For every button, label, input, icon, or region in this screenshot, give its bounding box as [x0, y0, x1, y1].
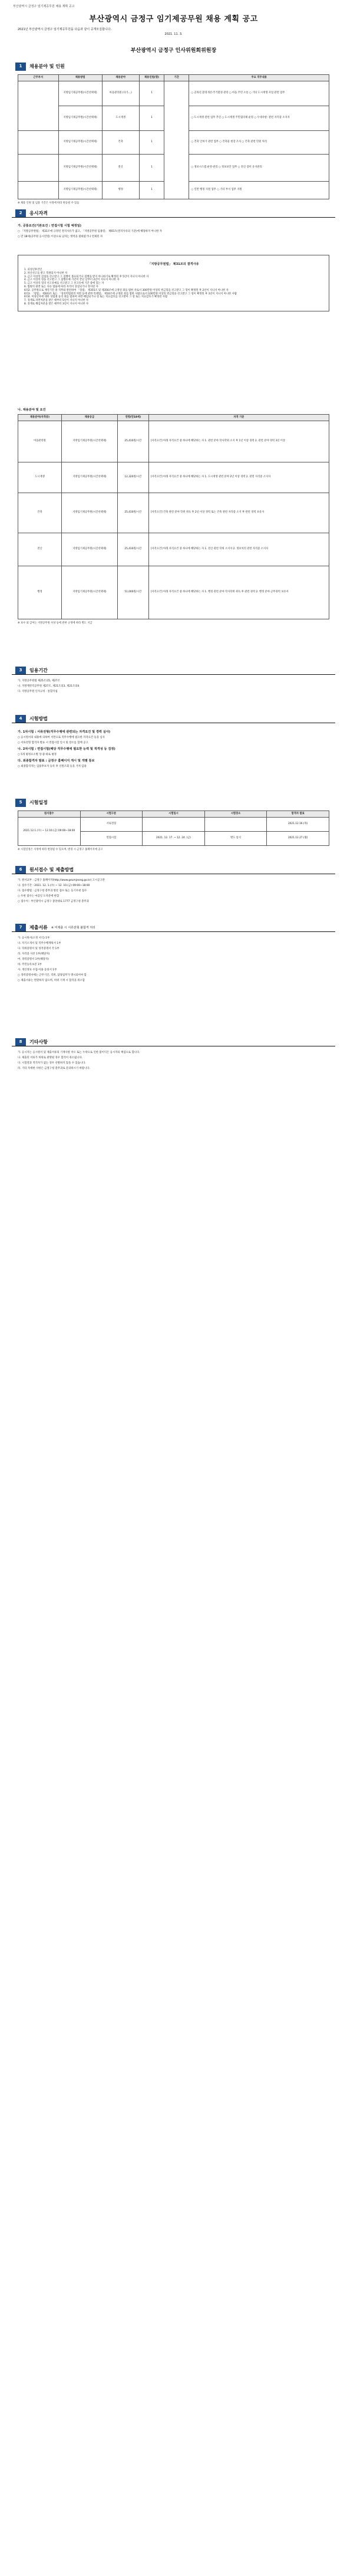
list-item: 7. 징계로 파면처분을 받은 때부터 5년이 지나지 아니한 자 [24, 299, 89, 303]
cell-exam-kind: 면접시험 [80, 831, 143, 845]
section-title: 응시자격 [29, 210, 48, 216]
list-item: 다. 접수방법 : 금정구청 총무과 방문 접수 또는 등기우편 접수 [18, 889, 87, 892]
issuing-organization: 부산광역시 금정구 인사위원회위원장 [130, 48, 217, 54]
list-item: ○ 접수처 : 부산광역시 금정구 중앙대로 1777 금정구청 총무과 [18, 900, 89, 903]
cell-count: 1 [139, 130, 164, 154]
list-item: 사. 개인정보 수집·이용 동의서 1부 [18, 968, 57, 972]
cell-field: 도시재생 [18, 462, 62, 493]
table-header-row [18, 415, 329, 421]
section-number: 2 [15, 209, 26, 218]
disqualification-box [18, 255, 329, 311]
section-title: 기타사항 [29, 1039, 48, 1045]
cell-field: 건축 [102, 130, 139, 154]
table-row [18, 817, 329, 831]
section-4-heading [15, 715, 48, 723]
list-item: 6의2. 공무원으로 재직기간 중 직무와 관련하여 「형법」 제355조 및 제356조에 규정된 죄를 범한 자로서 300만원 이상의 벌금형을 선고받고 그 형이 확정된 후 2년이 지나지 아니한 자 [24, 288, 229, 292]
header-cell: 시험구분 [80, 811, 143, 818]
section-number: 6 [15, 866, 26, 874]
list-item: 가. 응시자는 응시원서 및 제출서류의 기재사항 착오 또는 누락으로 인한 불이익은 응시자의 책임으로 합니다. [18, 1051, 140, 1054]
cell-field: 전산 [18, 533, 62, 566]
cell-duties: ○ 건축 인허가 관련 업무 ○ 건축물 현장 조사 ○ 건축 관련 민원 처리 [189, 130, 329, 154]
cell-exam-kind: 서류전형 [80, 817, 143, 831]
cell-field: 행정 [18, 566, 62, 619]
list-item: 나. 지방계약직공무원 제27조, 제21조의3, 제21조의4 [18, 684, 80, 688]
announcement-date: 2021. 11. 3. [164, 32, 183, 36]
section-title: 시험방법 [29, 716, 48, 721]
cell-field: 마을관리원 [18, 421, 62, 462]
section-number: 7 [15, 924, 26, 932]
divider [12, 674, 335, 675]
cell-duties: ○ 정보시스템 운영·관리 ○ 정보보안 업무 ○ 전산 장비 유지관리 [189, 154, 329, 181]
cell-field: 도시재생 [102, 106, 139, 130]
list-item: 4. 금고 이상의 형을 선고받고 그 집행유예 기간이 끝난 날부터 2년이 지나지 아니한 자 [24, 278, 120, 282]
list-item: ○ 응시원서의 내용에 의하여 서면으로 직무수행에 필요한 자격요건 등을 심사 [18, 736, 105, 740]
list-item: 라. 기타 자세한 사항은 금정구청 총무과로 문의하시기 바랍니다. [18, 1067, 90, 1070]
documents-list [18, 937, 329, 984]
requirements-table [18, 414, 329, 625]
cell-dept [18, 130, 59, 154]
cell-grade: 지방임기제공무원(시간선택제) [61, 421, 117, 462]
list-item: 2. 파산선고를 받고 복권되지 아니한 자 [24, 271, 68, 275]
cell-field: 행정 [102, 181, 139, 199]
section-1-heading [15, 63, 65, 71]
header-cell: 시험일시 [143, 811, 205, 818]
header-cell: 채용분야(자격증) [18, 415, 62, 421]
list-item: 나. 제출된 서류가 허위로 판명될 경우 합격이 취소됩니다. [18, 1056, 83, 1059]
section-7-heading [15, 924, 95, 932]
section-title: 임용기간 [29, 667, 48, 673]
section-title: 채용분야 및 인원 [29, 63, 65, 69]
cell-exam-date: 2021. 12. 17. ~ 12. 24. (금) [143, 831, 205, 845]
table-row [18, 566, 329, 619]
cell-requirement: [자격요건] 아래 자격요건 중 하나에 해당하는 자 1. 관련 분야 학사학위 소지 후 1년 이상 경력 2. 관련 분야 경력 3년 이상 [148, 421, 329, 462]
table-header-row [18, 811, 329, 818]
intro-text: 2021년 부산광역시 금정구 임기제공무원을 다음과 같이 공개모집합니다. [18, 28, 112, 31]
cell-dept [18, 181, 59, 199]
cell-method: 지방임기제공무원(시간선택제) [58, 106, 102, 130]
header-cell: 합격자 발표 [267, 811, 329, 818]
list-item: 나. 자기소개서 및 직무수행계획서 1부 [18, 941, 61, 945]
table-header-row [18, 75, 329, 81]
cell-duties: ○ 일반 행정 지원 업무 ○ 기타 부서 업무 지원 [189, 181, 329, 199]
header-cell: 시험장소 [204, 811, 267, 818]
list-item: ○ 5개 평정요소별 상·중·하로 평정 [18, 753, 57, 756]
subheading: 나. 2차시험 : 면접시험(해당 직무수행에 필요한 능력 및 적격성 등 검정) [18, 747, 115, 751]
header-cell: 채용등급 [61, 415, 117, 421]
table-note: ※ 시험일정은 사정에 따라 변경될 수 있으며, 변경 시 금정구 홈페이지에 공고 [18, 848, 103, 851]
cell-pay: 25,410원/시간 [117, 533, 148, 566]
table-note: ※ 채용 인원 및 임용 기간은 사정에 따라 변동될 수 있음 [18, 201, 80, 205]
list-item: 다. 지방공무원 인사규칙 · 통합지침 [18, 690, 58, 693]
header-cell: 채용방법 [58, 75, 102, 81]
cell-method: 지방임기제공무원(시간선택제) [58, 181, 102, 199]
list-item: 가. 원서교부 : 금정구 홈페이지(http://www.geumjeong.go.kr) 고시공고란 [18, 879, 105, 882]
application-info [18, 879, 329, 905]
table-note: ※ 보수 외 급여는 지방공무원 수당 등에 관한 규정에 따라 별도 지급 [18, 621, 92, 625]
list-item: 가. 응시원서(소정 서식) 1부 [18, 937, 50, 940]
requirements-heading [18, 406, 329, 414]
cell-grade: 지방임기제공무원(시간선택제) [61, 566, 117, 619]
table-row [18, 421, 329, 462]
cell-count: 1 [139, 81, 164, 106]
header-cell: 연령(만18세) [117, 415, 148, 421]
section-note: ※ 미제출 시 서류전형 불합격 처리 [51, 926, 95, 930]
list-item: ○ 최종합격자는 임용후보자 등록 후 신원조회 등을 거쳐 임용 [18, 764, 87, 768]
cell-grade: 지방임기제공무원(시간선택제) [61, 462, 117, 493]
cell-requirement: [자격요건] 아래 자격요건 중 하나에 해당하는 자 1. 행정 관련 분야 학사학위 취득 후 관련 경력 2. 행정 분야 근무경력 보유자 [148, 566, 329, 619]
intro-block [18, 27, 329, 37]
section-number: 1 [15, 63, 26, 71]
cell-registration: 2021.12.1.(수) ~ 12.10.(금) 09:00~18:00 [18, 817, 81, 845]
recruitment-table [18, 74, 329, 205]
table-row [18, 493, 329, 533]
section-3-heading [15, 667, 48, 675]
list-item: 가. 지방공무원법 제25조의5, 제27조 [18, 680, 60, 682]
cell-method: 지방임기제공무원(시간선택제) [58, 130, 102, 154]
section-number: 8 [15, 1038, 26, 1046]
cell-method: 지방임기제공무원(시간선택제) [58, 154, 102, 181]
section-8-heading [15, 1038, 48, 1046]
schedule-table [18, 810, 329, 852]
cell-period [164, 81, 189, 199]
table-row [18, 81, 329, 106]
list-item: ○ 경력증명서에는 근무기간, 직위, 담당업무가 명시되어야 함 [18, 973, 87, 977]
subheading: 가. 1차시험 : 서류전형(직무수행에 관련되는 자격요건 및 경력 심사) [18, 730, 111, 734]
header-cell: 기간 [164, 75, 189, 81]
cell-count: 1 [139, 181, 164, 199]
cell-field: 건축 [18, 493, 62, 533]
list-item: ○ 우편 접수는 마감일 도착분에 한함 [18, 894, 60, 898]
eligibility-common [18, 222, 329, 241]
section-number: 4 [15, 715, 26, 723]
cell-exam-place: 별도 통지 [204, 831, 267, 845]
list-item: 다. 시험결과 적격자가 없는 경우 선발하지 않을 수 있습니다. [18, 1061, 86, 1065]
divider [12, 931, 335, 932]
list-item: 5. 금고 이상의 형의 선고유예를 선고받고 그 선고유예 기간 중에 있는 자 [24, 282, 104, 286]
cell-dept [18, 81, 59, 130]
section-2-heading [15, 209, 48, 218]
cell-dept [18, 154, 59, 181]
list-item: 나. 접수기간 : 2021. 12. 1.(수) ~ 12. 10.(금) 09:00~18:00 [18, 884, 90, 887]
list-item: 6의4. 미성년자에 대한 성범죄 등의 죄를 범하여 파면·해임되거나 형 또는 치료감호를 선고받아 그 형 또는 치료감호가 확정된 사람 [24, 296, 168, 299]
header-cell: 주요 직무내용 [189, 75, 329, 81]
section-title: 제출서류 [29, 924, 48, 930]
cell-field: 마을관리원 (다가…) [102, 81, 139, 106]
header-cell: 원서접수 [18, 811, 81, 818]
section-5-heading [15, 799, 48, 807]
list-item: ○ 서류전형 합격자 발표 시 면접시험 일시 및 장소를 함께 공고 [18, 741, 88, 744]
header-cell: 근무부서 [18, 75, 59, 81]
cell-duties: ○ 도시재생 관련 업무 추진 ○ 도시재생 주민협의체 운영 ○ 우대사항: 관련 자격증 소지자 [189, 106, 329, 130]
other-notes [18, 1051, 329, 1072]
section-6-heading [15, 866, 74, 874]
divider [12, 217, 335, 218]
cell-requirement: [자격요건] 건축 관련 분야 학위 취득 후 2년 이상 경력 또는 건축 관련 자격증 소지 후 관련 경력 보유자 [148, 493, 329, 533]
list-item: 1. 피성년후견인 [24, 268, 42, 272]
subheading: 가. 공통요건(기본요건 : 면접시험 시험 예정일) [18, 224, 82, 228]
subheading: 나. 채용분야 및 요건 [18, 408, 46, 412]
page-title: 부산광역시 금정구 임기제공무원 채용 계획 공고 [89, 15, 258, 24]
cell-exam-place [204, 817, 267, 831]
cell-pay: 51,000원/시간 [117, 566, 148, 619]
cell-field: 전산 [102, 154, 139, 181]
paragraph: ○ 만 18세(공무원 응시연령) 이상으로 남자는 병역을 필하였거나 면제된 자 [18, 235, 103, 238]
cell-grade: 지방임기제공무원(시간선택제) [61, 533, 117, 566]
cell-requirement: [자격요건] 아래 자격요건 중 하나에 해당하는 자 1. 도시재생 관련 분야 2년 이상 경력 2. 관련 자격증 소지자 [148, 462, 329, 493]
cell-pay: 25,410원/시간 [117, 493, 148, 533]
cell-result-date: 2021.12.16.(목) [267, 817, 329, 831]
table-row [18, 533, 329, 566]
list-item: 6. 법원의 판결 또는 다른 법률에 따라 자격이 상실되거나 정지된 자 [24, 286, 98, 288]
paragraph: ○ 「지방공무원법」 제31조에 규정된 결격사유가 없고, 「지방공무원 임용령」 제65조(결격사유의 기준)에 해당하지 아니한 자 [18, 230, 163, 234]
header-cell: 채용분야 [102, 75, 139, 81]
list-item: 마. 경력증명서 1부(해당자) [18, 957, 49, 961]
list-item: 6의3. 「형법」 제303조 또는 「성폭력범죄의 처벌 등에 관한 특례법」 제10조에 규정된 죄를 범한 사람으로서 100만원 이상의 벌금형을 선고받고 그 형이 확정된 후 3년이 지나지 아니한 사람 [24, 292, 237, 296]
cell-requirement: [자격요건] 아래 자격요건 중 하나에 해당하는 자 1. 전산 관련 학위 소지자 2. 정보처리 관련 자격증 소지자 [148, 533, 329, 566]
cell-pay: 12,320원/시간 [117, 462, 148, 493]
box-title: 「지방공무원법」 제31조의 결격사유 [148, 262, 199, 266]
cell-count: 1 [139, 106, 164, 130]
document-header: 부산광역시 금정구 임기제공무원 채용 계획 공고 [13, 5, 75, 8]
cell-grade: 지방임기제공무원(시간선택제) [61, 493, 117, 533]
list-item: 바. 주민등록초본 1부 [18, 963, 42, 966]
cell-result-date: 2021.12.27.(월) [267, 831, 329, 845]
list-item: 3. 금고 이상의 실형을 선고받고 그 집행이 종료되거나 집행을 받지 아니하기로 확정된 후 5년이 지나지 아니한 자 [24, 275, 149, 278]
header-cell: 자격 기준 [148, 415, 329, 421]
cell-method: 지방임기제공무원(시간선택제) [58, 81, 102, 106]
header-cell: 채용인원(명) [139, 75, 164, 81]
cell-pay: 25,410원/시간 [117, 421, 148, 462]
section-number: 5 [15, 799, 26, 807]
section-title: 시험일정 [29, 799, 48, 805]
cell-exam-date [143, 817, 205, 831]
table-row [18, 462, 329, 493]
list-item: ○ 제출서류는 반환하지 않으며, 허위 기재 시 합격을 취소함 [18, 979, 85, 982]
exam-method [18, 728, 329, 770]
cell-duties: ○ 골목길 환경개선·주거환경 관리 ○ 마을 주민 소통 ○ 기타 도시재생 사업 관련 업무 [189, 81, 329, 106]
subheading: 다. 최종합격자 발표 : 금정구 홈페이지 게시 및 개별 통보 [18, 759, 95, 763]
section-title: 원서접수 및 제출방법 [29, 867, 74, 872]
appointment-period [18, 680, 329, 695]
list-item: 라. 자격증 사본 1부(해당자) [18, 952, 50, 956]
list-item: 8. 징계로 해임처분을 받은 때부터 3년이 지나지 아니한 자 [24, 302, 89, 306]
list-item: 다. 학위증명서 및 성적증명서 각 1부 [18, 947, 60, 950]
section-number: 3 [15, 667, 26, 675]
cell-count: 1 [139, 154, 164, 181]
